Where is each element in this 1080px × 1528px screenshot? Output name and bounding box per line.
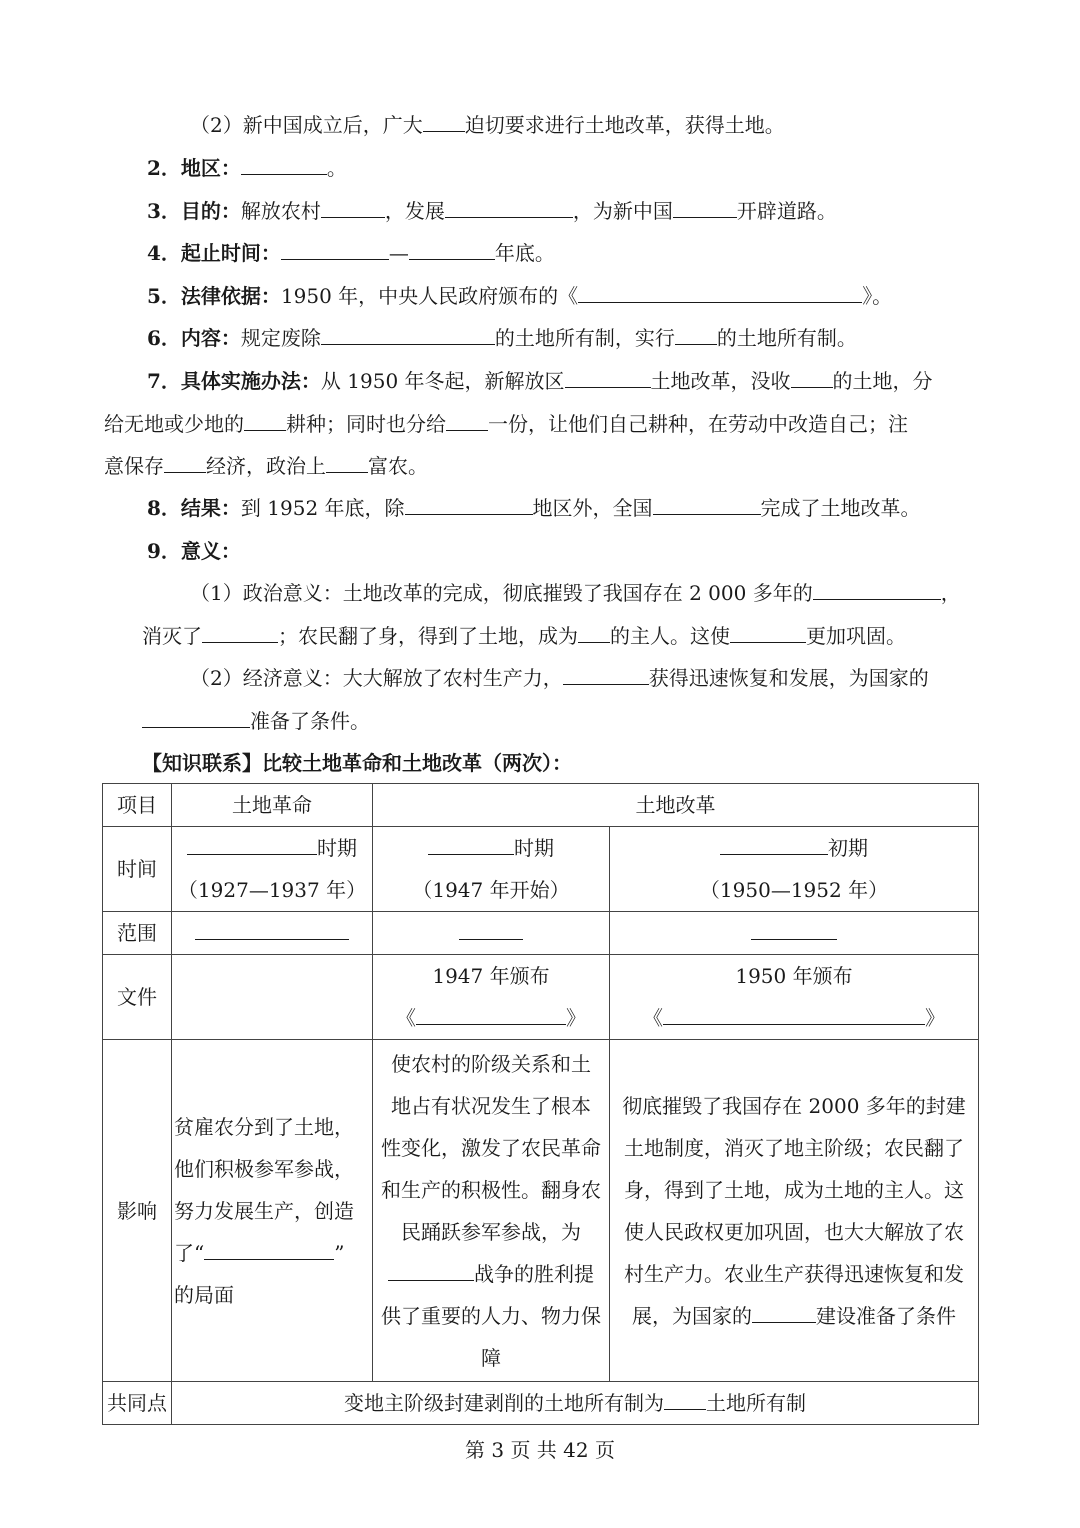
line-11 <box>147 537 241 565</box>
text: 《 <box>643 1006 663 1030</box>
text: 使农村的阶级关系和土 <box>391 1051 591 1076</box>
cell-scope-3 <box>610 912 979 955</box>
fill-blank[interactable] <box>720 834 828 855</box>
fill-blank[interactable] <box>563 664 649 685</box>
cell-doc-2 <box>373 955 610 1040</box>
text: 建设准备了条件 <box>816 1303 956 1328</box>
text: 时期 <box>514 836 554 860</box>
text: 地占有状况发生了根本 <box>391 1093 591 1118</box>
text: 贫雇农分到了土地， <box>174 1114 354 1139</box>
section-heading <box>142 749 572 777</box>
text: 准备了条件。 <box>250 709 370 733</box>
item-label: 8．结果： <box>147 496 241 520</box>
fill-blank[interactable] <box>565 367 651 388</box>
text: 的土地所有制。 <box>716 326 857 350</box>
row-label-common: 共同点 <box>103 1382 172 1425</box>
fill-blank[interactable] <box>416 1004 566 1025</box>
table-row-scope <box>103 912 979 955</box>
text: 土地所有制 <box>706 1391 806 1415</box>
line-3 <box>147 197 837 225</box>
text: 土地改革，没收 <box>650 369 791 393</box>
text: 》 <box>566 1006 586 1030</box>
line-7 <box>147 367 933 395</box>
text: 地区外，全国 <box>532 496 653 520</box>
text: 身，得到了土地，成为土地的主人。这 <box>624 1177 964 1202</box>
item-label: 3．目的： <box>147 199 241 223</box>
text: 1950 年，中央人民政府颁布的《 <box>280 284 579 308</box>
text: 耕种；同时也分给 <box>286 412 446 436</box>
text: 彻底摧毁了我国存在 2000 多年的封建 <box>622 1093 966 1118</box>
cell-scope-2 <box>373 912 610 955</box>
comparison-table <box>102 783 979 1425</box>
fill-blank[interactable] <box>195 919 349 940</box>
fill-blank[interactable] <box>321 197 385 218</box>
cell-time-3 <box>610 827 979 912</box>
text: （2）新中国成立后，广大 <box>190 113 423 137</box>
text: ，为新中国 <box>572 199 673 223</box>
cell-impact-3 <box>610 1040 979 1382</box>
row-label-time: 时间 <box>103 827 172 912</box>
text: 。 <box>326 156 347 180</box>
text: 》。 <box>862 284 893 308</box>
text: 努力发展生产，创造 <box>174 1198 354 1223</box>
text: 使人民政权更加巩固，也大大解放了农 <box>624 1219 964 1244</box>
fill-blank[interactable] <box>244 410 286 431</box>
fill-blank[interactable] <box>409 239 495 260</box>
line-10 <box>147 494 921 522</box>
text: 从 1950 年冬起，新解放区 <box>320 369 565 393</box>
text: 民踊跃参军参战，为 <box>401 1219 581 1244</box>
text: 的主人。这使 <box>610 624 730 648</box>
fill-blank[interactable] <box>388 1260 474 1281</box>
text: — <box>388 241 409 265</box>
text: ，发展 <box>384 199 445 223</box>
fill-blank[interactable] <box>281 239 389 260</box>
cell-doc-1 <box>172 955 373 1040</box>
text: 完成了土地改革。 <box>760 496 921 520</box>
fill-blank[interactable] <box>730 622 806 643</box>
text: 到 1952 年底，除 <box>240 496 405 520</box>
cell-time-1 <box>172 827 373 912</box>
text: 障 <box>481 1345 501 1370</box>
item-label: 4．起止时间： <box>147 241 281 265</box>
fill-blank[interactable] <box>459 919 523 940</box>
fill-blank[interactable] <box>423 111 465 132</box>
cell-impact-1 <box>172 1040 373 1382</box>
text: 年底。 <box>494 241 555 265</box>
fill-blank[interactable] <box>813 579 941 600</box>
fill-blank[interactable] <box>752 1302 816 1323</box>
header-land-reform: 土地改革 <box>373 784 979 827</box>
text: 土地制度，消灭了地主阶级；农民翻了 <box>624 1135 964 1160</box>
text: 意保存 <box>104 454 164 478</box>
text: 迫切要求进行土地改革，获得土地。 <box>464 113 785 137</box>
text: 供了重要的人力、物力保 <box>381 1303 601 1328</box>
fill-blank[interactable] <box>202 622 278 643</box>
line-9 <box>104 452 428 480</box>
fill-blank[interactable] <box>204 1239 334 1260</box>
fill-blank[interactable] <box>664 1389 706 1410</box>
line-15 <box>142 707 370 735</box>
line-2 <box>147 154 347 182</box>
text: 村生产力。农业生产获得迅速恢复和发 <box>624 1261 964 1286</box>
item-label: 9．意义： <box>147 539 241 563</box>
cell-impact-2 <box>373 1040 610 1382</box>
text: 性变化，激发了农民革命 <box>381 1135 601 1160</box>
fill-blank[interactable] <box>653 494 761 515</box>
text: 战争的胜利提 <box>474 1261 594 1286</box>
table-row-impact <box>103 1040 979 1382</box>
line-13 <box>142 622 906 650</box>
row-label-impact: 影响 <box>103 1040 172 1382</box>
text: ；农民翻了身，得到了土地，成为 <box>278 624 578 648</box>
line-6 <box>147 324 857 352</box>
item-label: 5．法律依据： <box>147 284 281 308</box>
fill-blank[interactable] <box>578 622 610 643</box>
text: 的土地所有制，实行 <box>494 326 675 350</box>
text: ” <box>334 1240 345 1265</box>
table-row-time <box>103 827 979 912</box>
cell-common <box>172 1382 979 1425</box>
text: 他们积极参军参战， <box>174 1156 354 1181</box>
header-item: 项目 <box>103 784 172 827</box>
text: 开辟道路。 <box>736 199 837 223</box>
table-row-common <box>103 1382 979 1425</box>
time-range: （1927—1937 年） <box>177 878 367 902</box>
cell-scope-1 <box>172 912 373 955</box>
text: 初期 <box>828 836 868 860</box>
text: 消灭了 <box>142 624 202 648</box>
table-row-document <box>103 955 979 1040</box>
text: 》 <box>925 1006 945 1030</box>
text: 富农。 <box>368 454 428 478</box>
text: 规定废除 <box>240 326 321 350</box>
time-range: （1947 年开始） <box>412 878 570 902</box>
fill-blank[interactable] <box>164 452 206 473</box>
text: ， <box>940 581 961 605</box>
fill-blank[interactable] <box>405 494 533 515</box>
page-footer: 第 3 页 共 42 页 <box>465 1438 615 1462</box>
text: 的局面 <box>174 1282 234 1307</box>
line-14 <box>190 664 929 692</box>
text: 和生产的积极性。翻身农 <box>381 1177 601 1202</box>
text: 更加巩固。 <box>806 624 906 648</box>
fill-blank[interactable] <box>663 1004 925 1025</box>
text: （1）政治意义：土地改革的完成，彻底摧毁了我国存在 2 000 多年的 <box>190 581 813 605</box>
header-land-revolution: 土地革命 <box>172 784 373 827</box>
line-12 <box>190 579 961 607</box>
text: 解放农村 <box>240 199 321 223</box>
text: 变地主阶级封建剥削的土地所有制为 <box>344 1391 664 1415</box>
fill-blank[interactable] <box>321 324 495 345</box>
cell-time-2 <box>373 827 610 912</box>
fill-blank[interactable] <box>673 197 737 218</box>
line-8 <box>104 410 908 438</box>
fill-blank[interactable] <box>142 707 250 728</box>
text: 《 <box>396 1006 416 1030</box>
fill-blank[interactable] <box>428 834 514 855</box>
text: 的土地，分 <box>832 369 933 393</box>
fill-blank[interactable] <box>578 282 862 303</box>
doc-year: 1947 年颁布 <box>432 964 550 988</box>
fill-blank[interactable] <box>751 919 837 940</box>
text: 一份，让他们自己耕种，在劳动中改造自己；注 <box>488 412 908 436</box>
row-label-document: 文件 <box>103 955 172 1040</box>
time-range: （1950—1952 年） <box>699 878 889 902</box>
doc-year: 1950 年颁布 <box>735 964 853 988</box>
fill-blank[interactable] <box>445 197 573 218</box>
text: （2）经济意义：大大解放了农村生产力， <box>190 666 563 690</box>
item-label: 7．具体实施办法： <box>147 369 321 393</box>
line-5 <box>147 282 892 310</box>
fill-blank[interactable] <box>791 367 833 388</box>
text: 时期 <box>317 836 357 860</box>
text: 获得迅速恢复和发展，为国家的 <box>648 666 929 690</box>
line-1 <box>190 111 785 139</box>
fill-blank[interactable] <box>446 410 488 431</box>
text: 了“ <box>174 1240 205 1265</box>
row-label-scope: 范围 <box>103 912 172 955</box>
fill-blank[interactable] <box>326 452 368 473</box>
item-label: 6．内容： <box>147 326 241 350</box>
fill-blank[interactable] <box>675 324 717 345</box>
heading-text: 【知识联系】比较土地革命和土地改革（两次）： <box>142 751 572 775</box>
text: 给无地或少地的 <box>104 412 244 436</box>
cell-doc-3 <box>610 955 979 1040</box>
table-header-row <box>103 784 979 827</box>
text: 经济，政治上 <box>206 454 326 478</box>
text: 展，为国家的 <box>632 1303 752 1328</box>
fill-blank[interactable] <box>187 834 317 855</box>
item-label: 2．地区： <box>147 156 241 180</box>
fill-blank[interactable] <box>241 154 327 175</box>
line-4 <box>147 239 555 267</box>
